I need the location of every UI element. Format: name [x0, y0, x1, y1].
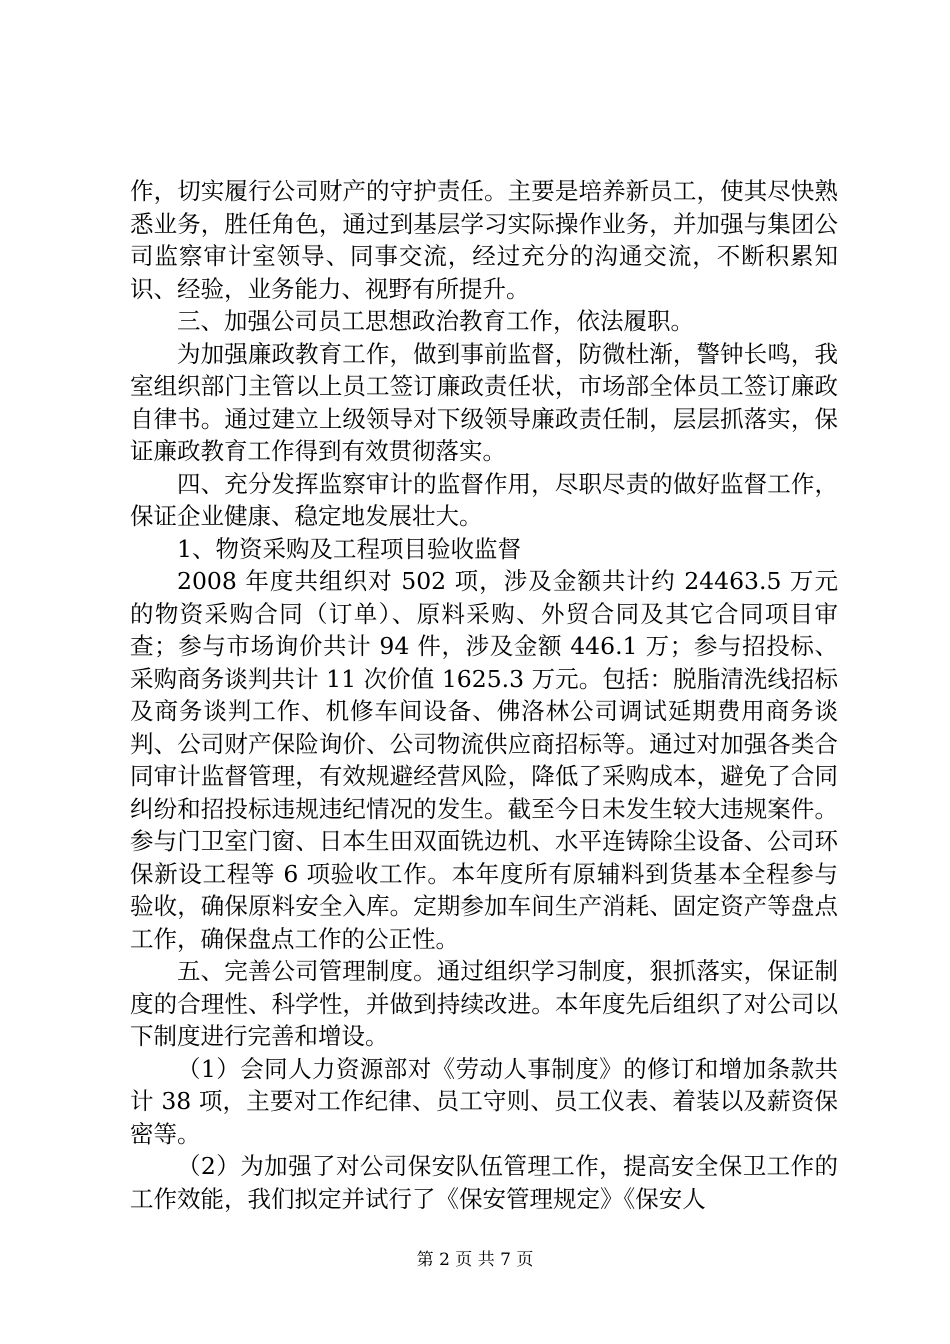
- section-heading: 五、完善公司管理制度。通过组织学习制度，狠抓落实，保证制度的合理性、科学性，并做到持续改进。本年度先后组织了对公司以下制度进行完善和增设。: [130, 957, 838, 1050]
- paragraph: 为加强廉政教育工作，做到事前监督，防微杜渐，警钟长鸣，我室组织部门主管以上员工签订廉政责任状，市场部全体员工签订廉政自律书。通过建立上级领导对下级领导廉政责任制，层层抓落实，保证廉政教育工作得到有效贯彻落实。: [130, 339, 838, 465]
- paragraph: 2008 年度共组织对 502 项，涉及金额共计约 24463.5 万元的物资采购合同（订单）、原料采购、外贸合同及其它合同项目审查；参与市场询价共计 94 件，涉及金额 446.1 万；参与招投标、采购商务谈判共计 11 次价值 1625.3 万元。包括：脱脂清洗线招标及商务谈判工作、机修车间设备、佛洛林公司调试延期费用商务谈判、公司财产保险询价、公司物流供应商招标等。通过对加强各类合同审计监督管理，有效规避经营风险，降低了采购成本，避免了合同纠纷和招投标违规违纪情况的发生。截至今日未发生较大违规案件。参与门卫室门窗、日本生田双面铣边机、水平连铸除尘设备、公司环保新设工程等 6 项验收工作。本年度所有原辅料到货基本全程参与验收，确保原料安全入库。定期参加车间生产消耗、固定资产等盘点工作，确保盘点工作的公正性。: [130, 567, 838, 953]
- list-item: （2）为加强了对公司保安队伍管理工作，提高安全保卫工作的工作效能，我们拟定并试行了《保安管理规定》《保安人: [130, 1152, 838, 1213]
- section-heading: 四、充分发挥监察审计的监督作用，尽职尽责的做好监督工作，保证企业健康、稳定地发展壮大。: [130, 469, 838, 530]
- page-footer: 第 2 页 共 7 页: [416, 1250, 534, 1270]
- list-item: （1）会同人力资源部对《劳动人事制度》的修订和增加条款共计 38 项，主要对工作纪律、员工守则、员工仪表、着装以及薪资保密等。: [130, 1054, 838, 1148]
- document-body: [130, 175, 838, 1215]
- paragraph: 作，切实履行公司财产的守护责任。主要是培养新员工，使其尽快熟悉业务，胜任角色，通过到基层学习实际操作业务，并加强与集团公司监察审计室领导、同事交流，经过充分的沟通交流，不断积累知识、经验，业务能力、视野有所提升。: [130, 177, 838, 303]
- section-heading: 三、加强公司员工思想政治教育工作，依法履职。: [177, 307, 694, 335]
- subsection-heading: 1、物资采购及工程项目验收监督: [177, 534, 521, 563]
